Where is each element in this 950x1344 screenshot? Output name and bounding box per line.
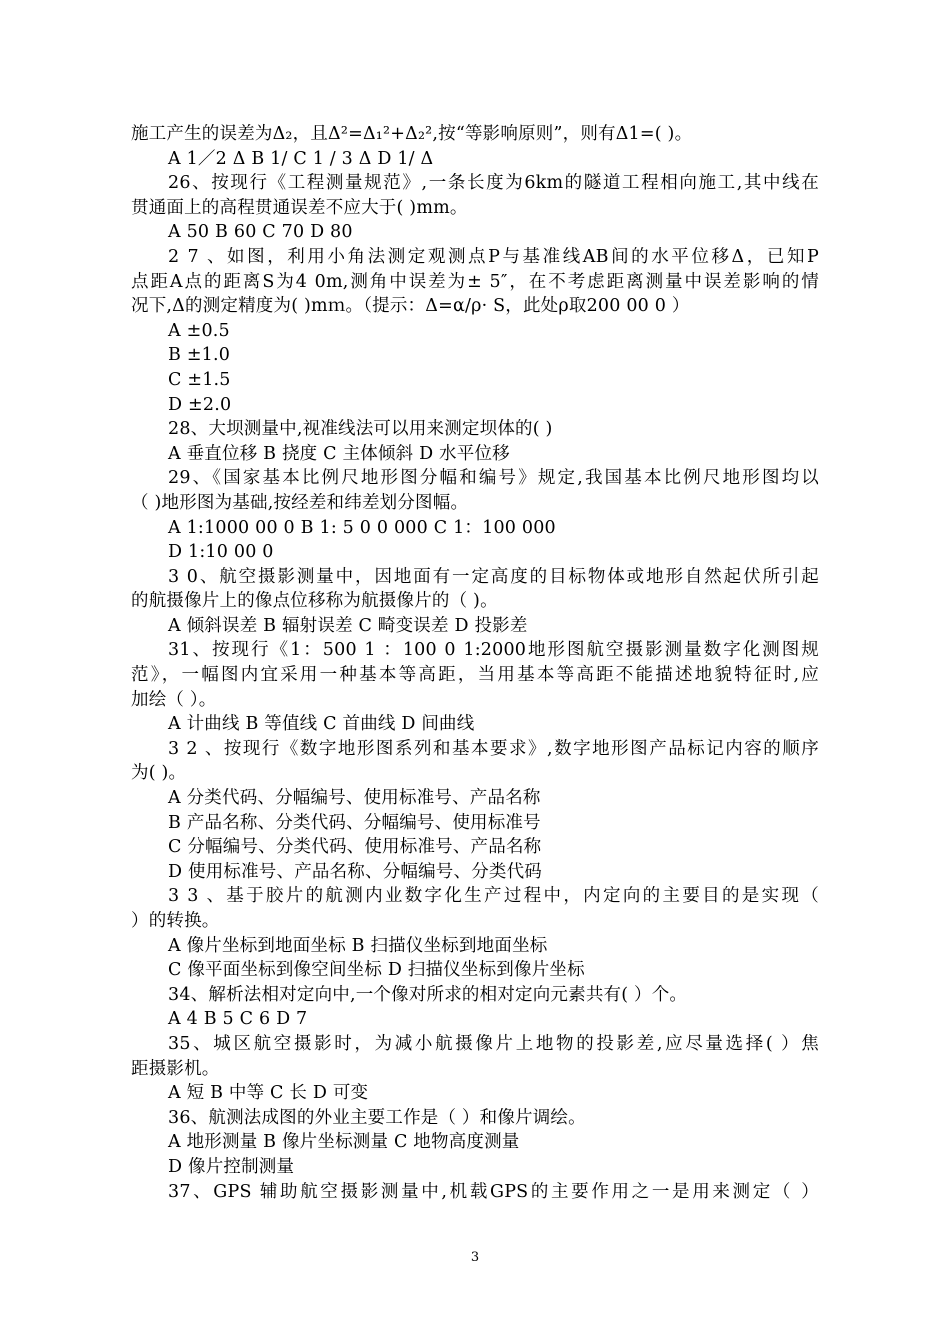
text-line: 29、《国家基本比例尺地形图分幅和编号》规定,我国基本比例尺地形图均以: [168, 468, 819, 489]
text-line: C 分幅编号、分类代码、使用标准号、产品名称: [168, 837, 542, 858]
text-line: 施工产生的误差为Δ₂，且Δ²=Δ₁²+Δ₂²,按“等影响原则”，则有Δ1=( )。: [131, 124, 693, 144]
text-line: A 4 B 5 C 6 D 7: [168, 1009, 308, 1030]
text-line: （ )地形图为基础,按经差和纬差划分图幅。: [131, 492, 469, 513]
text-line: D 使用标准号、产品名称、分幅编号、分类代码: [168, 861, 542, 882]
text-line: A 1:1000 00 0 B 1: 5 0 0 000 C 1：100 000: [168, 517, 556, 538]
text-line: D 1:10 00 0: [168, 542, 274, 563]
text-line: 26、按现行《工程测量规范》,一条长度为6km的隧道工程相向施工,其中线在: [168, 173, 819, 194]
text-line: A 地形测量 B 像片坐标测量 C 地物高度测量: [168, 1132, 520, 1153]
text-line: 37、GPS 辅助航空摄影测量中,机载GPS的主要作用之一是用来测定（ ）: [168, 1181, 819, 1202]
text-line: A ±0.5: [168, 320, 230, 341]
text-line: 点距A点的距离S为4 0m,测角中误差为± 5″，在不考虑距离测量中误差影响的情: [131, 271, 819, 292]
text-line: 28、大坝测量中,视准线法可以用来测定坝体的( ): [168, 419, 553, 440]
text-line: C 像平面坐标到像空间坐标 D 扫描仪坐标到像片坐标: [168, 960, 585, 981]
text-line: A 50 B 60 C 70 D 80: [168, 222, 353, 243]
text-line: 34、解析法相对定向中,一个像对所求的相对定向元素共有( ）个。: [168, 984, 688, 1005]
text-line: A 倾斜误差 B 辐射误差 C 畸变误差 D 投影差: [168, 615, 528, 636]
text-line: A 像片坐标到地面坐标 B 扫描仪坐标到地面坐标: [168, 935, 548, 956]
text-line: 加绘（ ）。: [131, 689, 217, 710]
text-line: 3 0、航空摄影测量中，因地面有一定高度的目标物体或地形自然起伏所引起: [168, 566, 819, 587]
text-line: 距摄影机。: [131, 1058, 220, 1079]
text-line: C ±1.5: [168, 369, 231, 390]
text-line: 况下,Δ的测定精度为( )mｍ。（提示：Δ=α/ρ· S，此处ρ取200 00 0 ）: [131, 296, 690, 317]
text-line: A 分类代码、分幅编号、使用标准号、产品名称: [168, 788, 541, 809]
text-line: B 产品名称、分类代码、分幅编号、使用标准号: [168, 812, 541, 833]
text-line: 31、按现行《1：500 1 ：100 0 1:2000地形图航空摄影测量数字化测图规: [168, 640, 819, 661]
text-line: A 计曲线 B 等值线 C 首曲线 D 间曲线: [168, 714, 475, 735]
text-line: D 像片控制测量: [168, 1156, 295, 1177]
text-line: 3 3 、基于胶片的航测内业数字化生产过程中，内定向的主要目的是实现（: [168, 886, 819, 907]
text-line: ）的转换。: [131, 911, 220, 931]
text-line: 36、航测法成图的外业主要工作是（ ）和像片调绘。: [168, 1107, 586, 1128]
text-line: 贯通面上的高程贯通误差不应大于( )mm。: [131, 197, 468, 218]
text-line: 为( )。: [131, 763, 187, 784]
text-line: 范》，一幅图内宜采用一种基本等高距，当用基本等高距不能描述地貌特征时,应: [131, 665, 819, 686]
text-line: D ±2.0: [168, 394, 232, 415]
text-line: 3 2 、按现行《数字地形图系列和基本要求》,数字地形图产品标记内容的顺序: [168, 738, 819, 759]
text-line: A 1／2 Δ B 1/ C 1 / 3 Δ D 1/ Δ: [168, 148, 434, 169]
page-number: 3: [470, 1250, 480, 1265]
text-line: 的航摄像片上的像点位移称为航摄像片的（ )。: [131, 591, 498, 612]
text-line: A 短 B 中等 C 长 D 可变: [168, 1083, 369, 1104]
page-body: [131, 122, 819, 1204]
text-line: B ±1.0: [168, 345, 231, 366]
text-line: A 垂直位移 B 挠度 C 主体倾斜 D 水平位移: [168, 443, 510, 464]
text-line: 2 7 、如图，利用小角法测定观测点P与基准线AB间的水平位移Δ，已知P: [168, 246, 819, 267]
text-line: 35、城区航空摄影时，为减小航摄像片上地物的投影差,应尽量选择( ）焦: [168, 1033, 819, 1054]
